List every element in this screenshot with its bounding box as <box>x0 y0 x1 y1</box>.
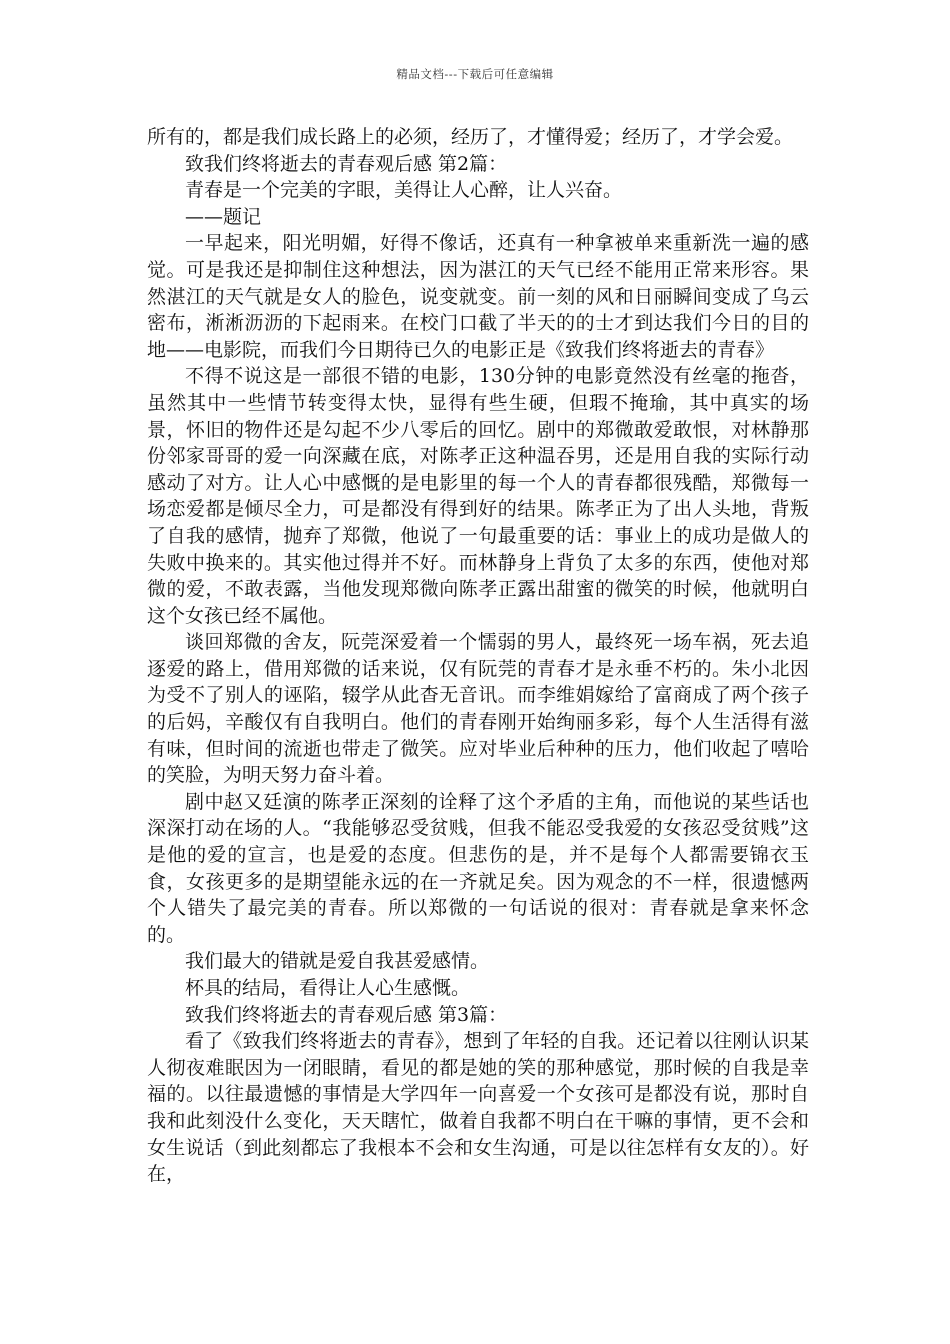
paragraph: 谈回郑微的舍友，阮莞深爱着一个懦弱的男人，最终死一场车祸，死去追逐爱的路上，借用郑微的话来说，仅有阮莞的青春才是永垂不朽的。朱小北因为受不了别人的诬陷，辍学从此杳无音讯。而李维娟嫁给了富商成了两个孩子的后妈，辛酸仅有自我明白。他们的青春刚开始绚丽多彩，每个人生活得有滋有味，但时间的流逝也带走了微笑。应对毕业后种种的压力，他们收起了嘻哈的笑脸，为明天努力奋斗着。 <box>147 631 809 787</box>
paragraph: 我们最大的错就是爱自我甚爱感情。 <box>185 950 490 973</box>
paragraph: ——题记 <box>185 205 262 228</box>
paragraph: 杯具的结局，看得让人心生感慨。 <box>185 977 471 999</box>
paragraph: 剧中赵又廷演的陈孝正深刻的诠释了这个矛盾的主角，而他说的某些话也深深打动在场的人。“我能够忍受贫贱，但我不能忍受我爱的女孩忍受贫贱”这是他的爱的宣言，也是爱的态度。但悲伤的是，并不是每个人都需要锦衣玉食，女孩更多的是期望能永远的在一齐就足矣。因为观念的不一样，很遗憾两个人错失了最完美的青春。所以郑微的一句话说的很对：青春就是拿来怀念的。 <box>147 790 809 946</box>
paragraph: 一早起来，阳光明媚，好得不像话，还真有一种拿被单来重新洗一遍的感觉。可是我还是抑制住这种想法，因为湛江的天气已经不能用正常来形容。果然湛江的天气就是女人的脸色，说变就变。前一刻的风和日丽瞬间变成了乌云密布，淅淅沥沥的下起雨来。在校门口截了半天的的士才到达我们今日的目的地——电影院，而我们今日期待已久的电影正是《致我们终将逝去的青春》 <box>147 232 809 361</box>
page-header: 精品文档---下载后可任意编辑 <box>396 67 554 81</box>
document-body <box>147 124 809 1188</box>
paragraph: 看了《致我们终将逝去的青春》，想到了年轻的自我。还记着以往刚认识某人彻夜难眠因为一闭眼睛，看见的都是她的笑的那种感觉，那时候的自我是幸福的。以往最遗憾的事情是大学四年一向喜爱一个女孩可是都没有说，那时自我和此刻没什么变化，天天瞎忙，做着自我都不明白在干嘛的事情，更不会和女生说话（到此刻都忘了我根本不会和女生沟通，可是以往怎样有女友的）。好在， <box>147 1030 809 1186</box>
paragraph: 青春是一个完美的字眼，美得让人心醉，让人兴奋。 <box>185 179 623 202</box>
paragraph: 致我们终将逝去的青春观后感 第3篇： <box>185 1003 508 1026</box>
paragraph: 不得不说这是一部很不错的电影，130分钟的电影竟然没有丝毫的拖沓，虽然其中一些情节转变得太快，显得有些生硬，但瑕不掩瑜，其中真实的场景，怀旧的物件还是勾起不少八零后的回忆。剧中的郑微敢爱敢恨，对林静那份邻家哥哥的爱一向深藏在底，对陈孝正这种温吞男，还是用自我的实际行动感动了对方。让人心中感慨的是电影里的每一个人的青春都很残酷，郑微每一场恋爱都是倾尽全力，可是都没有得到好的结果。陈孝正为了出人头地，背叛了自我的感情，抛弃了郑微，他说了一句最重要的话：事业上的成功是做人的失败中换来的。其实他过得并不好。而林静身上背负了太多的东西，使他对郑微的爱，不敢表露，当他发现郑微向陈孝正露出甜蜜的微笑的时候，他就明白这个女孩已经不属他。 <box>147 365 809 627</box>
paragraph: 致我们终将逝去的青春观后感 第2篇： <box>185 152 508 175</box>
paragraph: 所有的，都是我们成长路上的必须，经历了，才懂得爱；经历了，才学会爱。 <box>147 126 794 148</box>
